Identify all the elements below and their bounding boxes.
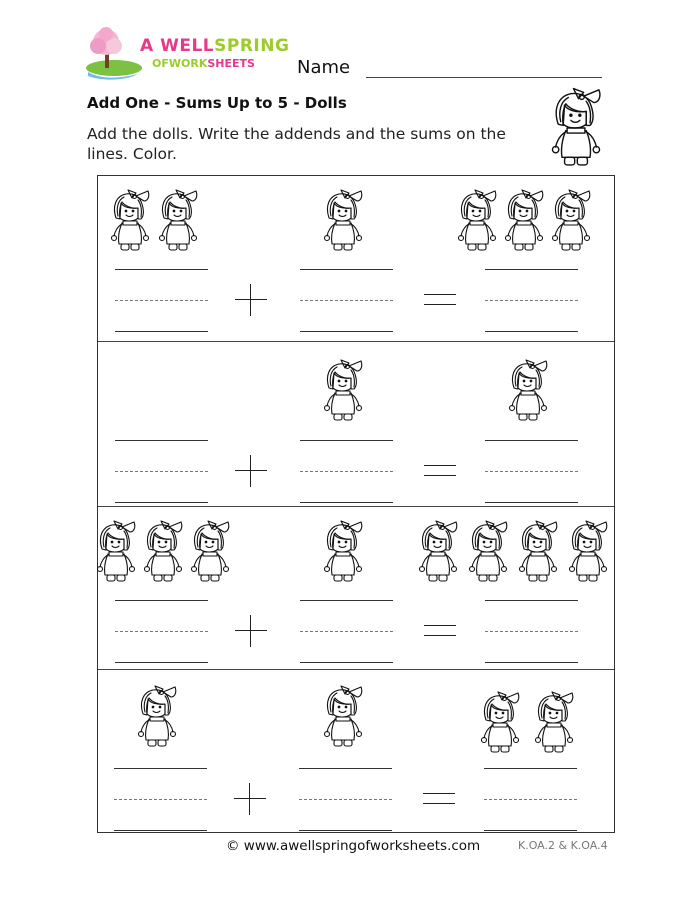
cherry-tree-icon [84,24,144,80]
doll-icon [108,188,152,254]
equals-sign [424,294,456,306]
addend2-dolls [321,684,365,750]
sum-dolls [455,188,593,254]
name-label: Name [297,57,351,78]
plus-sign [235,615,267,647]
instructions: Add the dolls. Write the addends and the sums on the lines. Color. [87,125,506,163]
sum-dolls [506,358,550,424]
doll-icon [321,358,365,424]
doll-icon [506,358,550,424]
problem-row-2 [98,341,614,506]
doll-icon [478,690,522,756]
doll-icon [466,519,510,585]
logo-text-of: OF [152,57,169,70]
plus-sign [235,455,267,487]
plus-sign [234,783,266,815]
doll-icon [188,519,232,585]
logo-text-work: WORK [168,57,208,70]
equals-sign [424,465,456,477]
problem-row-3 [98,506,614,669]
addend1-dolls [108,188,200,254]
equals-sign [424,625,456,637]
doll-icon [549,188,593,254]
standards-label: K.OA.2 & K.OA.4 [518,839,608,852]
copyright-link[interactable]: © www.awellspringofworksheets.com [226,838,481,854]
doll-icon [548,86,604,170]
problem-row-1 [98,176,614,341]
name-input-line[interactable] [366,77,602,78]
plus-sign [235,284,267,316]
logo-text-a-well: A WELL [140,36,215,56]
doll-icon [516,519,560,585]
doll-icon [321,519,365,585]
logo-text-spring: SPRING [214,36,290,56]
logo-subtitle [152,57,255,70]
sum-dolls [416,519,610,585]
addend2-dolls [321,188,365,254]
doll-icon [502,188,546,254]
doll-icon [156,188,200,254]
worksheet-title: Add One - Sums Up to 5 - Dolls [87,94,347,112]
doll-icon [321,188,365,254]
doll-icon [94,519,138,585]
addend1-dolls [135,684,179,750]
doll-icon [455,188,499,254]
doll-icon [566,519,610,585]
doll-icon [532,690,576,756]
doll-icon [321,684,365,750]
logo-title [140,36,289,56]
doll-icon [416,519,460,585]
site-logo [84,24,290,80]
doll-icon [141,519,185,585]
equals-sign [423,793,455,805]
doll-icon [135,684,179,750]
logo-text-sheets: SHEETS [207,57,255,70]
problem-row-4 [98,669,614,832]
problems-box [97,175,615,833]
sum-dolls [478,690,576,756]
addend2-dolls [321,519,365,585]
addend1-dolls [94,519,232,585]
addend2-dolls [321,358,365,424]
